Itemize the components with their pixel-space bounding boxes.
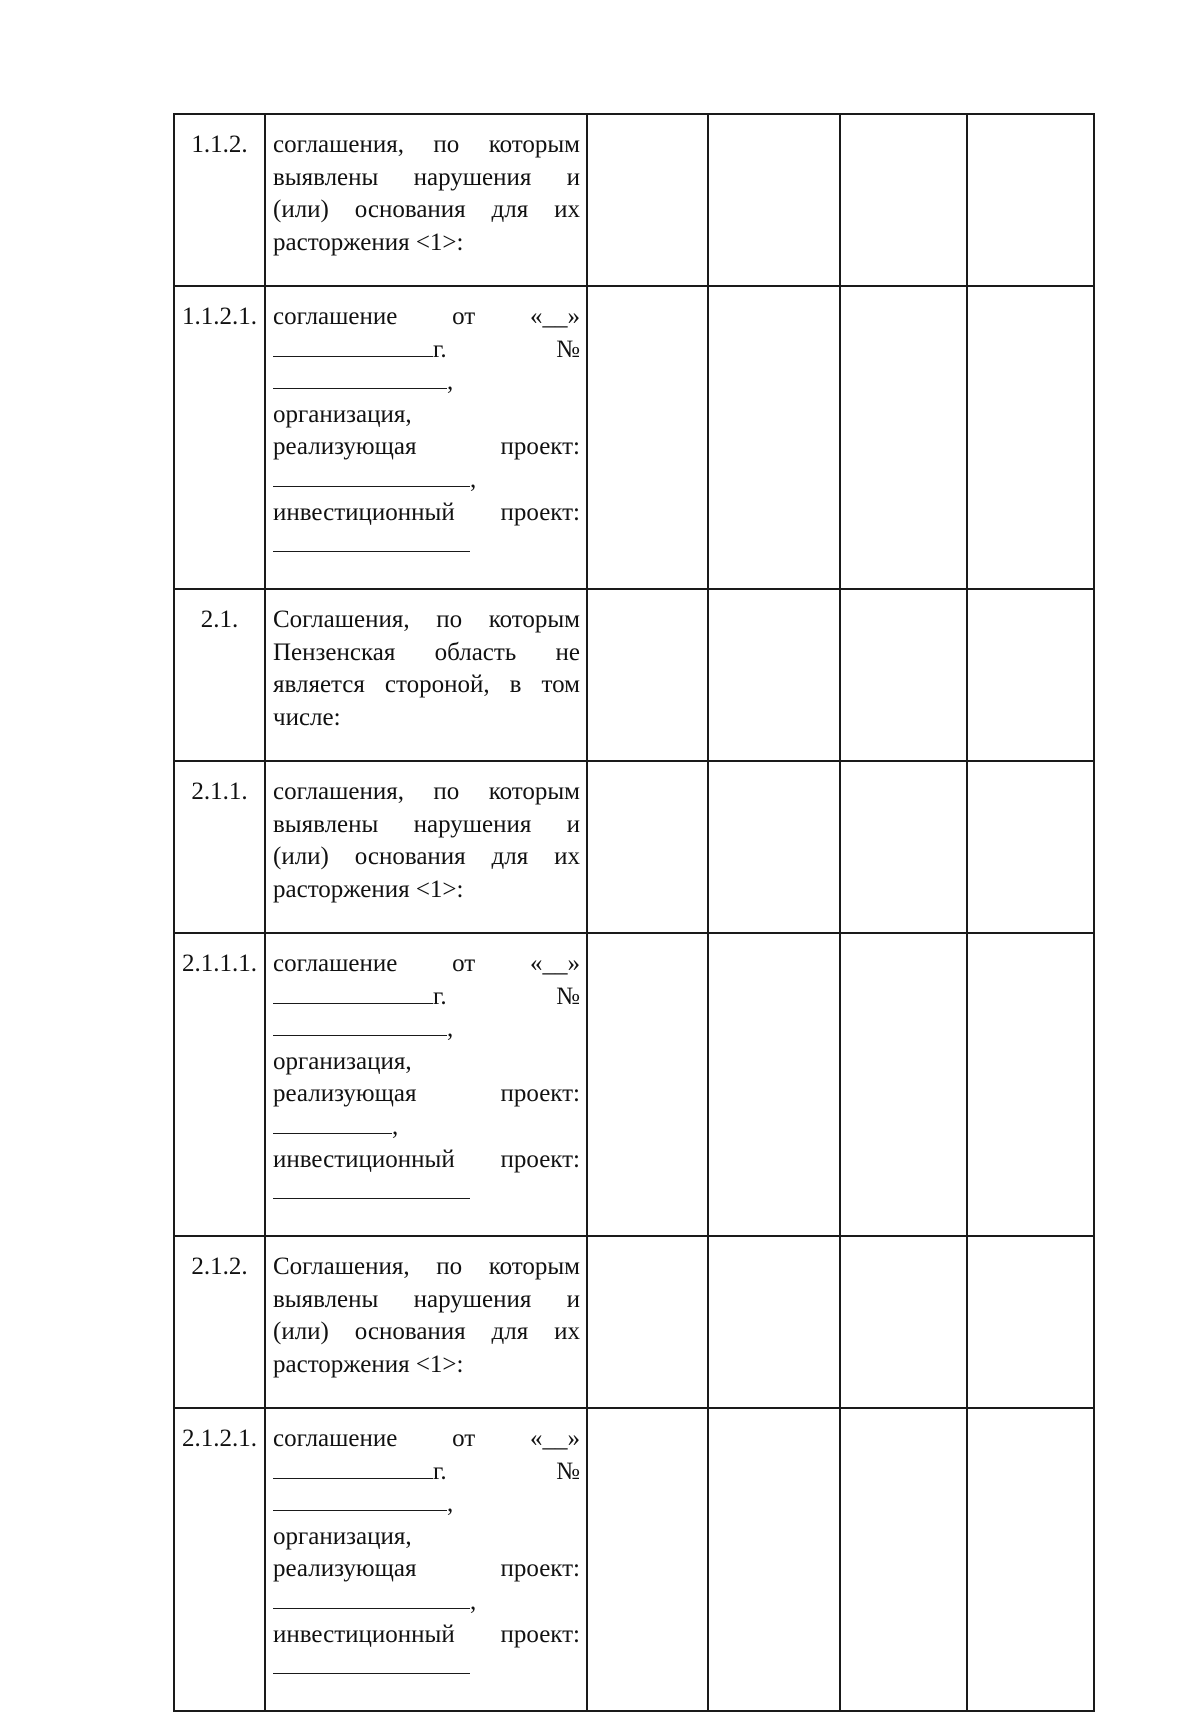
investment-project-blank-line (273, 1651, 580, 1684)
organization-label: организация, (273, 1522, 412, 1550)
description-line: соглашения, по которым (273, 778, 580, 805)
description-line: Соглашения, по которым (273, 606, 580, 633)
empty-cell (840, 114, 967, 286)
investment-project-label: инвестиционный проект: (273, 1620, 580, 1648)
date-blank (273, 1456, 380, 1479)
organization-blank (273, 1586, 470, 1609)
row-description (265, 1408, 587, 1711)
description-line: является стороной, в том (273, 671, 580, 699)
year-blank (380, 1456, 433, 1479)
number-sign: № (446, 335, 580, 363)
row-number-text: 2.1.1. (191, 778, 248, 805)
table-row (174, 761, 1094, 933)
organization-blank (273, 1111, 392, 1134)
row-number-text: 1.1.2.1. (182, 303, 257, 330)
year-label: г. (433, 1457, 447, 1485)
empty-cell (708, 589, 840, 761)
agreement-number-blank (273, 1013, 447, 1036)
description-line: выявлены нарушения и (273, 810, 580, 838)
description-line: (или) основания для их (273, 1318, 580, 1346)
agreement-date-line: соглашение от «__» (273, 303, 580, 330)
empty-cell (708, 761, 840, 933)
empty-cell (587, 761, 708, 933)
empty-cell (587, 933, 708, 1236)
report-table (173, 113, 1095, 1712)
agreement-number-blank (273, 366, 447, 389)
empty-cell (967, 286, 1094, 589)
empty-cell (587, 114, 708, 286)
comma: , (470, 465, 477, 493)
table-row (174, 114, 1094, 286)
investment-project-blank-line (273, 529, 580, 562)
empty-cell (840, 589, 967, 761)
row-number-text: 2.1.1.1. (182, 950, 257, 977)
investment-project-blank (273, 1176, 470, 1199)
empty-cell (587, 286, 708, 589)
empty-cell (708, 1236, 840, 1408)
empty-cell (708, 114, 840, 286)
agreement-number-line (273, 1456, 580, 1489)
agreement-number-line (273, 334, 580, 367)
empty-cell (587, 589, 708, 761)
agreement-number-blank-line (273, 1488, 580, 1521)
row-number (174, 761, 265, 933)
implementing-project-label: реализующая проект: (273, 433, 580, 461)
description-line: выявлены нарушения и (273, 163, 580, 191)
row-description (265, 286, 587, 589)
description-line: (или) основания для их (273, 196, 580, 224)
empty-cell (708, 1408, 840, 1711)
agreement-date-line: соглашение от «__» (273, 1425, 580, 1452)
row-description (265, 1236, 587, 1408)
investment-project-label: инвестиционный проект: (273, 1145, 580, 1173)
organization-blank-line (273, 464, 580, 497)
agreement-date-line: соглашение от «__» (273, 950, 580, 977)
investment-project-label: инвестиционный проект: (273, 498, 580, 526)
organization-blank (273, 464, 470, 487)
empty-cell (967, 761, 1094, 933)
investment-project-blank (273, 1651, 470, 1674)
comma: , (447, 1490, 454, 1518)
empty-cell (967, 933, 1094, 1236)
table-row (174, 1408, 1094, 1711)
row-number (174, 1408, 265, 1711)
empty-cell (708, 933, 840, 1236)
investment-project-blank (273, 529, 470, 552)
description-line: Соглашения, по которым (273, 1253, 580, 1280)
date-blank (273, 981, 380, 1004)
empty-cell (840, 1236, 967, 1408)
empty-cell (967, 1236, 1094, 1408)
empty-cell (840, 761, 967, 933)
description-line: соглашения, по которым (273, 131, 580, 158)
description-line: расторжения <1>: (273, 1350, 464, 1378)
description-line: Пензенская область не (273, 638, 580, 666)
row-description (265, 589, 587, 761)
description-line: расторжения <1>: (273, 875, 464, 903)
description-line: выявлены нарушения и (273, 1285, 580, 1313)
implementing-project-label: реализующая проект: (273, 1080, 580, 1108)
organization-label: организация, (273, 400, 412, 428)
number-sign: № (446, 982, 580, 1010)
number-sign: № (446, 1457, 580, 1485)
implementing-project-label: реализующая проект: (273, 1555, 580, 1583)
description-line: расторжения <1>: (273, 228, 464, 256)
empty-cell (587, 1236, 708, 1408)
organization-label: организация, (273, 1047, 412, 1075)
row-description (265, 761, 587, 933)
empty-cell (967, 114, 1094, 286)
agreement-number-blank (273, 1488, 447, 1511)
empty-cell (708, 286, 840, 589)
comma: , (447, 1015, 454, 1043)
row-description (265, 933, 587, 1236)
empty-cell (967, 1408, 1094, 1711)
comma: , (392, 1112, 399, 1140)
investment-project-blank-line (273, 1176, 580, 1209)
row-number-text: 2.1. (200, 606, 239, 633)
description-line: (или) основания для их (273, 843, 580, 871)
organization-blank-line (273, 1586, 580, 1619)
row-number (174, 589, 265, 761)
agreement-number-blank-line (273, 366, 580, 399)
date-blank (273, 334, 380, 357)
year-blank (380, 334, 433, 357)
comma: , (447, 368, 454, 396)
row-description (265, 114, 587, 286)
empty-cell (840, 286, 967, 589)
row-number (174, 1236, 265, 1408)
description-line: числе: (273, 703, 341, 731)
organization-blank-line (273, 1111, 580, 1144)
year-label: г. (433, 982, 447, 1010)
row-number (174, 114, 265, 286)
row-number (174, 286, 265, 589)
empty-cell (587, 1408, 708, 1711)
table-row (174, 933, 1094, 1236)
table-row (174, 1236, 1094, 1408)
agreement-number-blank-line (273, 1013, 580, 1046)
year-blank (380, 981, 433, 1004)
comma: , (470, 1587, 477, 1615)
row-number-text: 2.1.2. (191, 1253, 248, 1280)
empty-cell (967, 589, 1094, 761)
agreement-number-line (273, 981, 580, 1014)
table-row (174, 589, 1094, 761)
row-number-text: 1.1.2. (191, 131, 248, 158)
row-number (174, 933, 265, 1236)
year-label: г. (433, 335, 447, 363)
table-row (174, 286, 1094, 589)
empty-cell (840, 1408, 967, 1711)
row-number-text: 2.1.2.1. (182, 1425, 257, 1452)
empty-cell (840, 933, 967, 1236)
